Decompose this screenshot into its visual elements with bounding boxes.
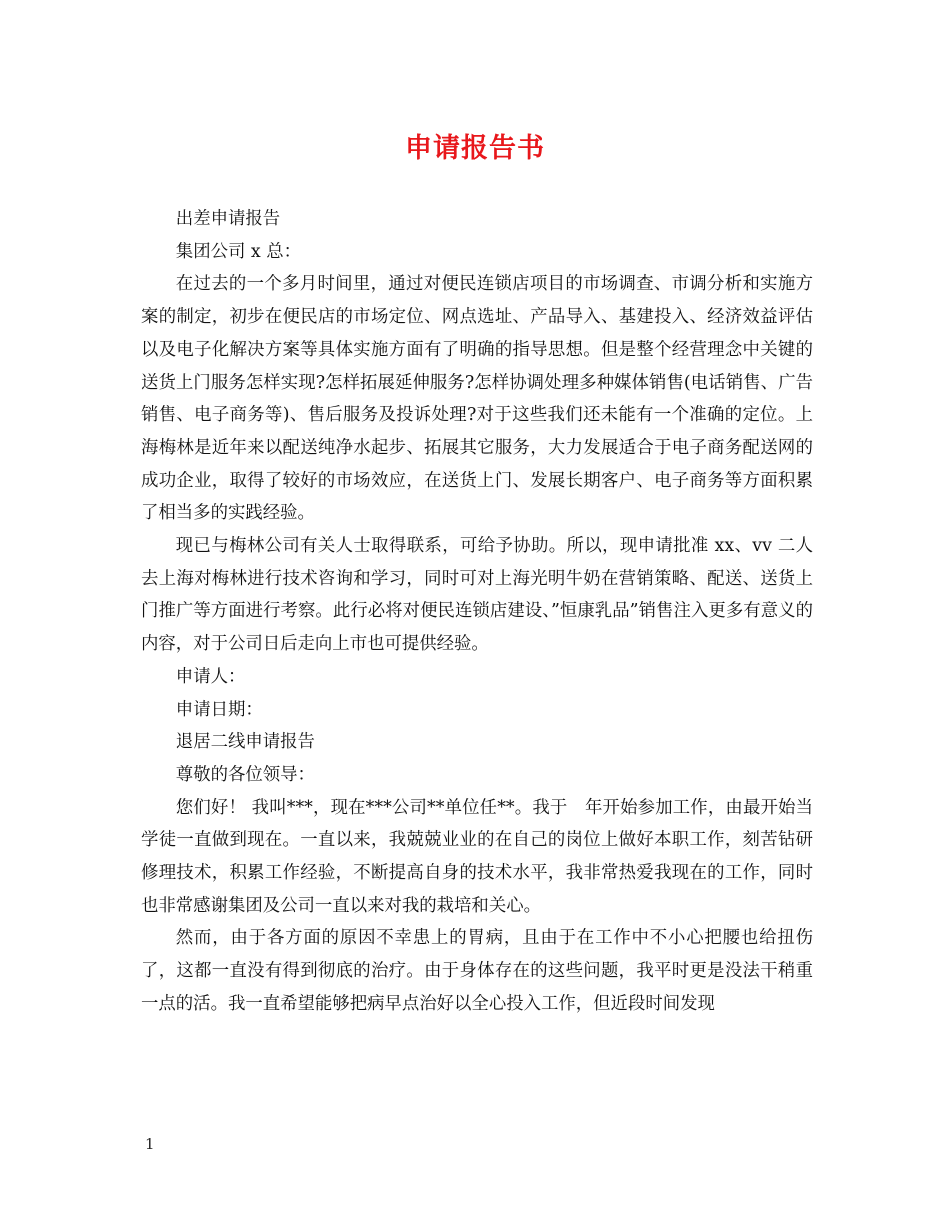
paragraph-apply-date: 申请日期： (175, 699, 263, 720)
paragraph-business-trip-heading: 出差申请报告 (175, 209, 281, 229)
paragraph-self-introduction: 您们好！ 我叫***，现在***公司**单位任**。我于 年开始参加工作，由最开始当学徒一直做到现在。一直以来，我兢兢业业的在自己的岗位上做好本职工作，刻苦钻研修理技术，积累工作经验，不断提高自身的技术水平，我非常热爱我现在的工作，同时也非常感谢集团及公司一直以来对我的栽培和关心。 (141, 797, 813, 916)
paragraph-applicant: 申请人： (175, 666, 246, 687)
paragraph-trip-request: 现已与梅林公司有关人士取得联系，可给予协助。所以，现申请批准 xx、vv 二人去上海对梅林进行技术咨询和学习，同时可对上海光明牛奶在营销策略、配送、送货上门推广等方面进行考察。此行必将对便民连锁店建设、”恒康乳品”销售注入更多有意义的内容，对于公司日后走向上市也可提供经验。 (141, 536, 813, 655)
paragraph-project-background: 在过去的一个多月时间里，通过对便民连锁店项目的市场调查、市调分析和实施方案的制定，初步在便民店的市场定位、网点选址、产品导入、基建投入、经济效益评估以及电子化解决方案等具体实施方面有了明确的指导思想。但是整个经营理念中关键的送货上门服务怎样实现?怎样拓展延伸服务?怎样协调处理多种媒体销售(电话销售、广告销售、电子商务等)、售后服务及投诉处理?对于这些我们还未能有一个准确的定位。上海梅林是近年来以配送纯净水起步、拓展其它服务，大力发展适合于电子商务配送网的成功企业，取得了较好的市场效应，在送货上门、发展长期客户、电子商务等方面积累了相当多的实践经验。 (141, 274, 813, 524)
paragraph-salutation-group: 集团公司 x 总： (175, 241, 302, 262)
paragraph-salutation-leaders: 尊敬的各位领导： (175, 764, 315, 785)
paragraph-retirement-heading: 退居二线申请报告 (175, 732, 315, 753)
document-body (141, 203, 813, 1021)
document-title: 申请报告书 (405, 133, 545, 164)
page-number: 1 (145, 1135, 155, 1153)
paragraph-health-issues: 然而，由于各方面的原因不幸患上的胃病，且由于在工作中不小心把腰也给扭伤了，这都一直没有得到彻底的治疗。由于身体存在的这些问题，我平时更是没法干稍重一点的活。我一直希望能够把病早点治好以全心投入工作，但近段时间发现 (141, 928, 813, 1014)
